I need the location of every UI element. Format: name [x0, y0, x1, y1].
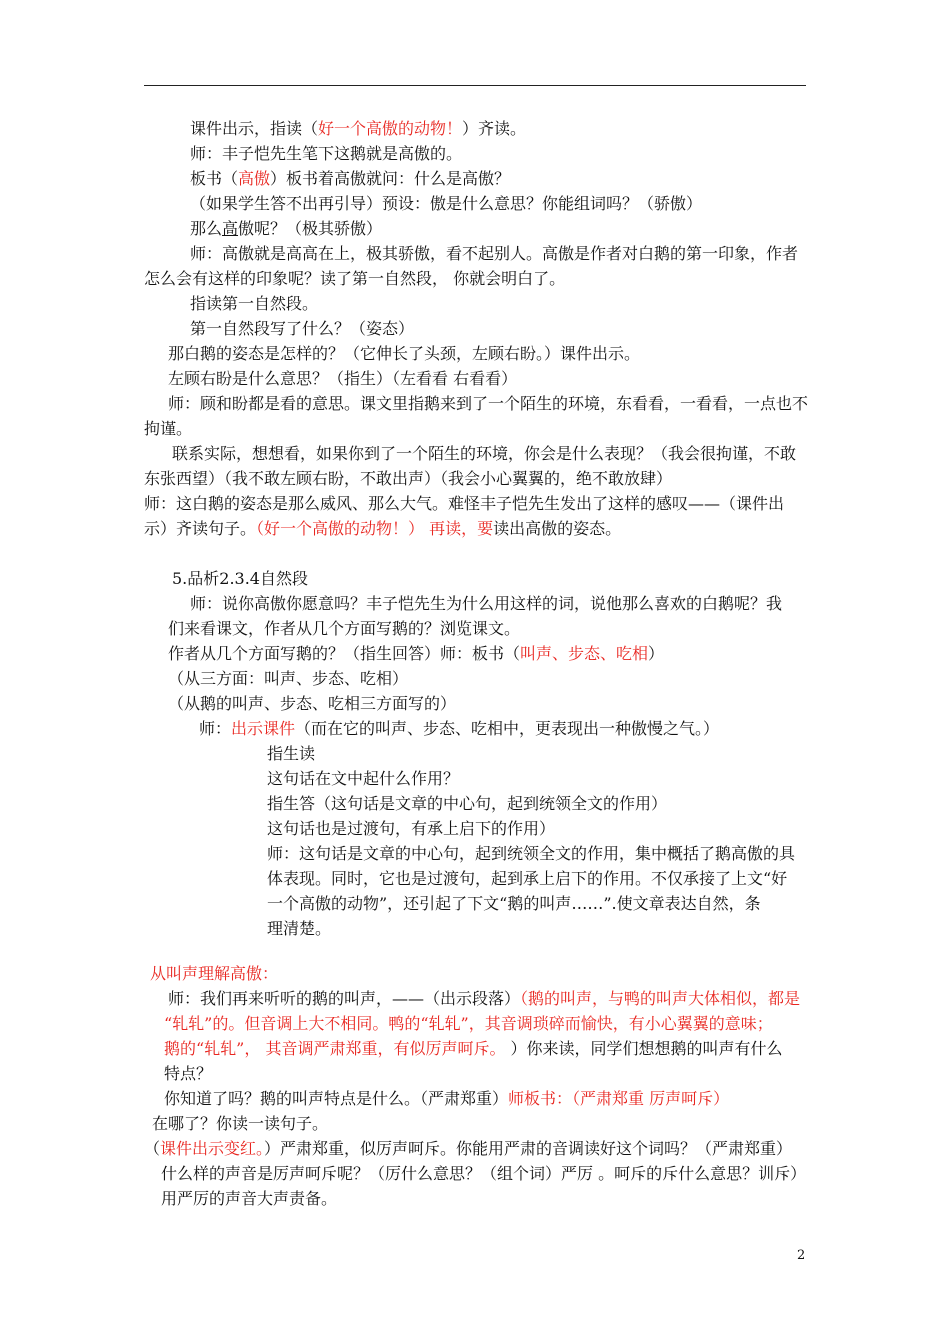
text-span: 师：丰子恺先生笔下这鹅就是高傲的。: [190, 144, 463, 163]
text-span: （而在它的叫声、步态、吃相中，更表现出一种傲慢之气。）: [295, 719, 720, 738]
text-line: [267, 816, 555, 841]
text-line: [172, 566, 308, 591]
text-span: 东张西望）（我不敢左顾右盼，不敢出声）（我会小心翼翼的，绝不敢放肆）: [144, 469, 673, 488]
text-span: 特点？: [164, 1064, 213, 1083]
text-span: 高: [222, 219, 239, 238]
page-number: 2: [797, 1248, 806, 1263]
text-line: [267, 866, 787, 891]
text-line: [152, 1111, 328, 1136]
text-span: 指生读: [267, 744, 316, 763]
text-span: 拘谨。: [144, 419, 193, 438]
text-span: 师：顾和盼都是看的意思。课文里指鹅来到了一个陌生的环境，东看看，一看看，一点也不: [168, 394, 809, 413]
text-span: （如果学生答不出再引导）预设：傲是什么意思？你能组词吗？（骄傲）: [190, 194, 703, 213]
highlight-text: 高傲: [238, 169, 271, 188]
text-line: [161, 1186, 337, 1211]
text-line: [164, 1036, 783, 1061]
text-line: [190, 241, 798, 266]
text-span: 师：这白鹅的姿态是那么威风、那么大气。难怪丰子恺先生发出了这样的感叹——（课件出: [144, 494, 785, 513]
text-span: 读出高傲的姿态。: [493, 519, 622, 538]
text-line: [164, 1086, 729, 1111]
highlight-text: 叫声、步态、吃相: [520, 644, 649, 663]
highlight-text: 出示课件: [231, 719, 296, 738]
text-span: 这句话在文中起什么作用？: [267, 769, 460, 788]
text-line: [267, 841, 795, 866]
text-span: 师：: [199, 719, 232, 738]
text-span: ）: [648, 644, 665, 663]
text-span: 板书（: [190, 169, 239, 188]
text-line: [190, 116, 526, 141]
text-span: ）齐读。: [462, 119, 527, 138]
text-span: （从鹅的叫声、步态、吃相三方面写的）: [168, 694, 457, 713]
text-line: [168, 641, 664, 666]
text-line: [168, 341, 640, 366]
text-span: 们来看课文，作者从几个方面写鹅的？浏览课文。: [168, 619, 521, 638]
text-span: 示）齐读句子。: [144, 519, 257, 538]
text-span: 怎么会有这样的印象呢？读了第一自然段， 你就会明白了。: [144, 269, 566, 288]
highlight-text: 从叫声理解高傲：: [150, 964, 279, 983]
text-span: 作者从几个方面写鹅的？（指生回答）师：板书（: [168, 644, 521, 663]
text-line: [144, 516, 621, 541]
text-line: [267, 916, 331, 941]
header-rule: [144, 85, 806, 86]
text-span: 师：说你高傲你愿意吗？丰子恺先生为什么用这样的词，说他那么喜欢的白鹅呢？我: [190, 594, 783, 613]
text-line: [161, 1161, 806, 1186]
text-line: [164, 1061, 212, 1086]
text-line: [190, 591, 782, 616]
text-span: 指生答（这句话是文章的中心句，起到统领全文的作用）: [267, 794, 668, 813]
text-span: 用严厉的声音大声责备。: [161, 1189, 338, 1208]
text-span: 一个高傲的动物”，还引起了下文“鹅的叫声……”.使文章表达自然，条: [267, 894, 761, 913]
text-span: 体表现。同时，它也是过渡句，起到承上启下的作用。不仅承接了上文“好: [267, 869, 788, 888]
highlight-text: 好一个高傲的动物！: [318, 119, 463, 138]
text-span: （从三方面：叫声、步态、吃相）: [168, 669, 409, 688]
text-span: 傲呢？（极其骄傲）: [238, 219, 383, 238]
text-span: 联系实际，想想看，如果你到了一个陌生的环境，你会是什么表现？（我会很拘谨，不敢: [172, 444, 797, 463]
text-span: 这句话也是过渡句，有承上启下的作用）: [267, 819, 556, 838]
text-line: [168, 986, 800, 1011]
text-line: [190, 191, 702, 216]
text-span: ）板书着高傲就问：什么是高傲？: [270, 169, 511, 188]
text-line: [150, 961, 278, 986]
text-span: 在哪了？你读一读句子。: [152, 1114, 329, 1133]
text-span: （: [144, 1139, 161, 1158]
text-span: 指读第一自然段。: [190, 294, 319, 313]
text-line: [190, 166, 510, 191]
text-line: [190, 316, 414, 341]
text-span: 理清楚。: [267, 919, 332, 938]
text-span: 什么样的声音是厉声呵斥呢？（厉什么意思？（组个词）严厉 。呵斥的斥什么意思？训斥）: [161, 1164, 807, 1183]
text-line: [168, 691, 456, 716]
text-line: [144, 266, 565, 291]
text-span: 那白鹅的姿态是怎样的？（它伸长了头颈，左顾右盼。）课件出示。: [168, 344, 641, 363]
text-line: [168, 391, 808, 416]
text-line: [144, 416, 192, 441]
highlight-text: （好一个高傲的动物！）: [256, 519, 425, 538]
highlight-text: 再读，要: [429, 519, 494, 538]
text-line: [190, 141, 462, 166]
text-line: [164, 1011, 773, 1036]
text-line: [144, 1136, 792, 1161]
text-span: 第一自然段写了什么？（姿态）: [190, 319, 415, 338]
text-span: 左顾右盼是什么意思？（指生）（左看看 右看看）: [168, 369, 518, 388]
text-span: 课件出示，指读（: [190, 119, 319, 138]
text-span: 你知道了吗？鹅的叫声特点是什么。（严肃郑重）: [164, 1089, 509, 1108]
text-line: [168, 666, 408, 691]
text-span: 师：我们再来听听的鹅的叫声，——（出示段落）: [168, 989, 521, 1008]
text-line: [144, 491, 784, 516]
text-span: 那么: [190, 219, 223, 238]
text-line: [144, 466, 672, 491]
text-line: [199, 716, 719, 741]
text-line: [190, 291, 318, 316]
highlight-text: 师板书：（严肃郑重 厉声呵斥）: [508, 1089, 730, 1108]
text-line: [168, 366, 517, 391]
highlight-text: （鹅的叫声，与鸭的叫声大体相似，都是: [520, 989, 801, 1008]
text-span: ）你来读，同学们想想鹅的叫声有什么: [505, 1039, 783, 1058]
text-line: [172, 441, 796, 466]
text-line: [267, 766, 459, 791]
text-span: 师：高傲就是高高在上，极其骄傲，看不起别人。高傲是作者对白鹅的第一印象，作者: [190, 244, 799, 263]
text-span: 师：这句话是文章的中心句，起到统领全文的作用，集中概括了鹅高傲的具: [267, 844, 796, 863]
text-line: [267, 891, 761, 916]
highlight-text: 鹅的“轧轧”， 其音调严肃郑重，有似厉声呵斥。: [164, 1039, 506, 1058]
highlight-text: 课件出示变红。: [160, 1139, 265, 1158]
text-line: [267, 791, 667, 816]
text-line: [267, 741, 315, 766]
text-line: [190, 216, 382, 241]
text-span: ）严肃郑重，似厉声呵斥。你能用严肃的音调读好这个词吗？（严肃郑重）: [264, 1139, 793, 1158]
text-line: [168, 616, 520, 641]
highlight-text: “轧轧”的。但音调上大不相同。鸭的“轧轧”，其音调琐碎而愉快，有小心翼翼的意味；: [164, 1014, 773, 1033]
text-span: 5.品析2.3.4自然段: [172, 569, 308, 588]
